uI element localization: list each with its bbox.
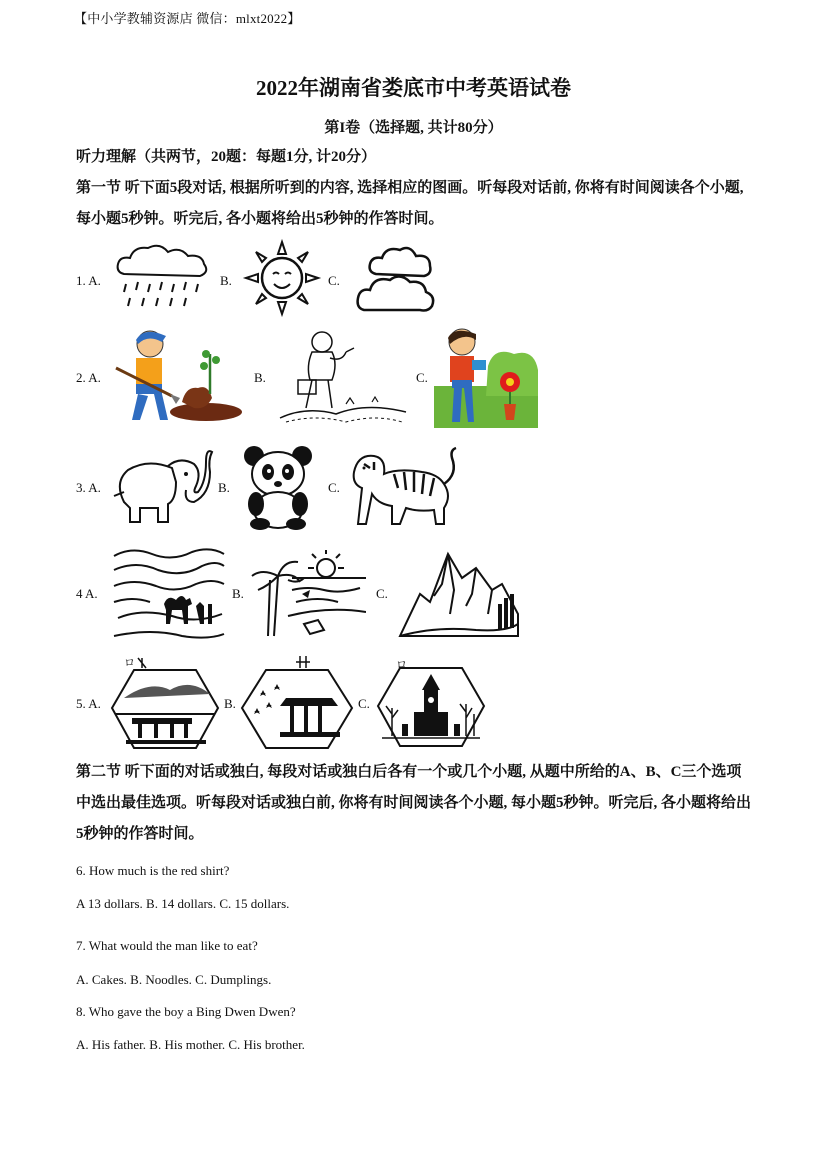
rain-cloud-icon [112, 242, 212, 312]
option-c-label: C. [358, 696, 370, 711]
option-b-label: B. [220, 273, 232, 288]
man-watering-image [276, 322, 412, 428]
question-6-options: A 13 dollars. B. 14 dollars. C. 15 dollars. [76, 896, 290, 911]
option-b-label: B. [232, 586, 244, 601]
question-7-options: A. Cakes. B. Noodles. C. Dumplings. [76, 972, 272, 987]
picture-question-3 [76, 440, 776, 550]
page-subtitle: 第I卷（选择题, 共计80分） [324, 120, 503, 136]
page-title: 2022年湖南省娄底市中考英语试卷 [256, 76, 571, 100]
question-7: 7. What would the man like to eat? [76, 938, 258, 953]
tiger-image [348, 444, 462, 528]
option-c-label: C. [376, 586, 388, 601]
option-c-label: C. [416, 370, 428, 385]
option-c-label: C. [328, 273, 340, 288]
option-c-label: C. [328, 480, 340, 495]
question-8-options: A. His father. B. His mother. C. His brother. [76, 1037, 305, 1052]
question-8: 8. Who gave the boy a Bing Dwen Dwen? [76, 1004, 296, 1019]
question-number: 2. A. [76, 370, 101, 385]
desert-image [112, 544, 226, 642]
question-number: 3. A. [76, 480, 101, 495]
option-b-label: B. [224, 696, 236, 711]
picture-question-2 [76, 322, 776, 432]
question-6: 6. How much is the red shirt? [76, 863, 230, 878]
hexagon-building-image [240, 654, 354, 754]
mountains-image [396, 544, 522, 640]
option-b-label: B. [254, 370, 266, 385]
option-b-label: B. [218, 480, 230, 495]
part1-instructions: 第一节 听下面5段对话, 根据所听到的内容, 选择相应的图画。听每段对话前, 你将有时间阅读各个小题, 每小题5秒钟。听完后, 各小题将给出5秒钟的作答时间。 [76, 180, 744, 227]
svg-text:ロ: ロ [396, 658, 407, 671]
question-number: 4 A. [76, 586, 98, 601]
boy-planting-tree-image [114, 324, 246, 426]
part2-instructions: 第二节 听下面的对话或独白, 每段对话或独白后各有一个或几个小题, 从题中所给的A、B、C三个选项中选出最佳选项。听每段对话或独白前, 你将有时间阅读各个小题, 每小题5秒钟。听完后, 各小题将给出5秒钟的作答时间。 [76, 764, 752, 842]
picture-question-5 [76, 650, 776, 760]
boy-watering-flowers-image [434, 326, 538, 428]
section-intro: 听力理解（共两节，20题：每题1分, 计20分） [76, 149, 377, 165]
picture-question-4 [76, 542, 776, 652]
svg-text:ロ: ロ [124, 656, 135, 669]
question-number: 1. A. [76, 273, 101, 288]
sun-icon [242, 238, 322, 318]
beach-image [248, 546, 366, 640]
hexagon-landscape-image [110, 654, 220, 754]
hexagon-tower-image [376, 656, 486, 752]
panda-image [242, 444, 314, 530]
clouds-icon [354, 244, 438, 318]
question-number: 5. A. [76, 696, 101, 711]
header-note: 【中小学教辅资源店 微信：mlxt2022】 [74, 11, 301, 26]
elephant-image [110, 442, 216, 526]
